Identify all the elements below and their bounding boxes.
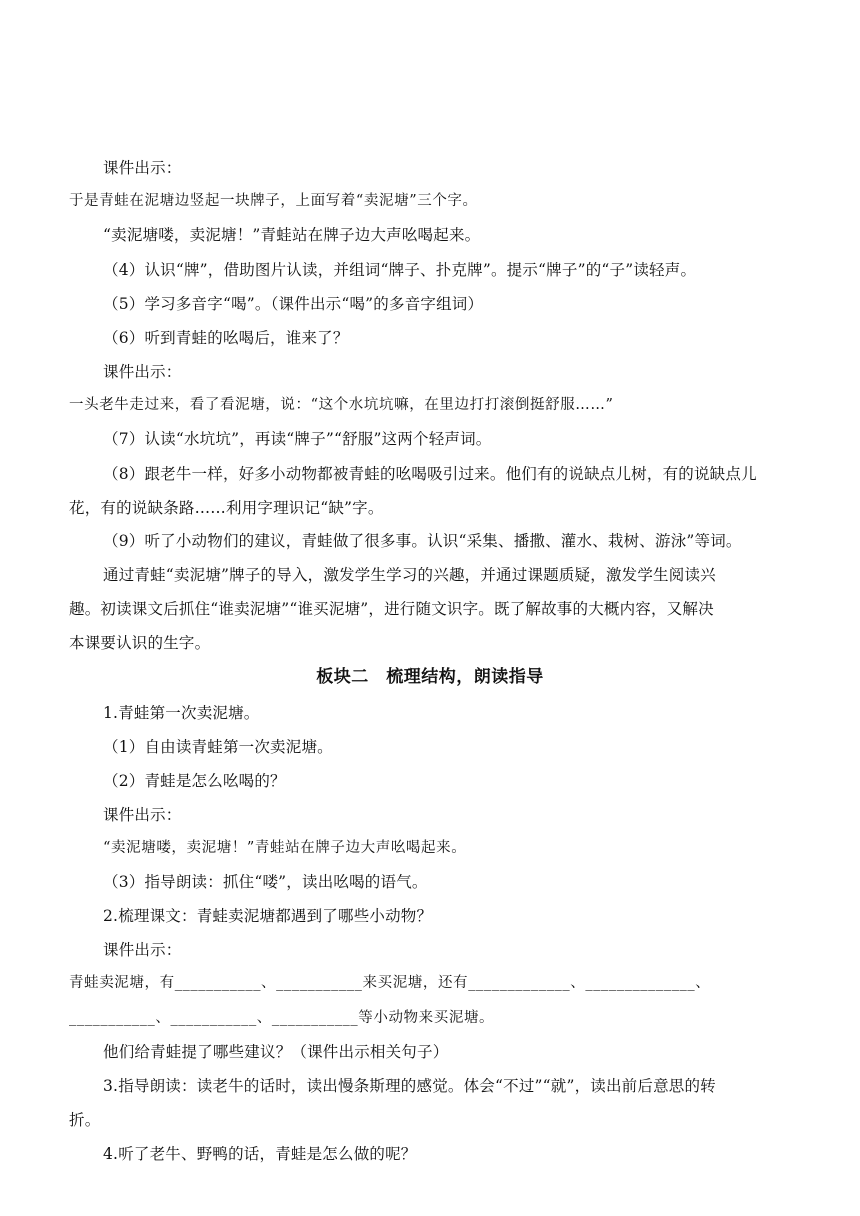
paragraph-line: 本课要认识的生字。 <box>69 634 211 652</box>
quote-text: “卖泥塘喽，卖泥塘！”青蛙站在牌子边大声吆喝起来。 <box>103 226 481 244</box>
courseware-label: 课件出示： <box>103 159 182 177</box>
paragraph-line: （1）自由读青蛙第一次卖泥塘。 <box>103 738 333 756</box>
paragraph-line: 2.梳理课文：青蛙卖泥塘都遇到了哪些小动物？ <box>103 907 433 925</box>
quote-text: “卖泥塘喽，卖泥塘！”青蛙站在牌子边大声吆喝起来。 <box>103 840 467 856</box>
paragraph-line: 折。 <box>69 1111 101 1129</box>
paragraph-line: 4.听了老牛、野鸭的话，青蛙是怎么做的呢？ <box>103 1145 417 1163</box>
quote-text: 一头老牛走过来，看了看泥塘，说：“这个水坑坑嘛，在里边打打滚倒挺舒服……” <box>69 397 614 413</box>
paragraph-line: （9）听了小动物们的建议，青蛙做了很多事。认识“采集、播撒、灌水、栽树、游泳”等词。 <box>103 532 742 550</box>
courseware-label: 课件出示： <box>103 806 182 824</box>
paragraph-line: （8）跟老牛一样，好多小动物都被青蛙的吆喝吸引过来。他们有的说缺点儿树，有的说缺点儿 <box>103 465 757 483</box>
courseware-label: 课件出示： <box>103 363 182 381</box>
paragraph-line: （2）青蛙是怎么吆喝的？ <box>103 772 286 790</box>
paragraph-line: （7）认读“水坑坑”，再读“牌子”“舒服”这两个轻声词。 <box>103 430 492 448</box>
paragraph-line: 通过青蛙“卖泥塘”牌子的导入，激发学生学习的兴趣，并通过课题质疑，激发学生阅读兴 <box>103 566 716 584</box>
fill-blank-line: ___________、___________、___________等小动物来买泥塘。 <box>69 1010 495 1026</box>
paragraph-line: 他们给青蛙提了哪些建议？（课件出示相关句子） <box>103 1043 449 1061</box>
paragraph-line: （6）听到青蛙的吆喝后，谁来了？ <box>103 329 349 347</box>
courseware-label: 课件出示： <box>103 941 182 959</box>
quote-text: 于是青蛙在泥塘边竖起一块牌子，上面写着“卖泥塘”三个字。 <box>69 193 478 209</box>
section-heading: 板块二 梳理结构，朗读指导 <box>316 667 544 687</box>
fill-blank-line: 青蛙卖泥塘，有___________、___________来买泥塘，还有_____________、______________、 <box>69 975 711 991</box>
paragraph-line: 花，有的说缺条路……利用字理识记“缺”字。 <box>69 499 384 517</box>
paragraph-line: 3.指导朗读：读老牛的话时，读出慢条斯理的感觉。体会“不过”“就”，读出前后意思的转 <box>103 1077 716 1095</box>
paragraph-line: （4）认识“牌”，借助图片认读，并组词“牌子、扑克牌”。提示“牌子”的“子”读轻声。 <box>103 261 697 279</box>
paragraph-line: 1.青蛙第一次卖泥塘。 <box>103 704 260 722</box>
paragraph-line: （5）学习多音字“喝”。（课件出示“喝”的多音字组词） <box>103 295 484 313</box>
paragraph-line: （3）指导朗读：抓住“喽”，读出吆喝的语气。 <box>103 873 428 891</box>
paragraph-line: 趣。初读课文后抓住“谁卖泥塘”“谁买泥塘”，进行随文识字。既了解故事的大概内容，又解决 <box>69 600 714 618</box>
